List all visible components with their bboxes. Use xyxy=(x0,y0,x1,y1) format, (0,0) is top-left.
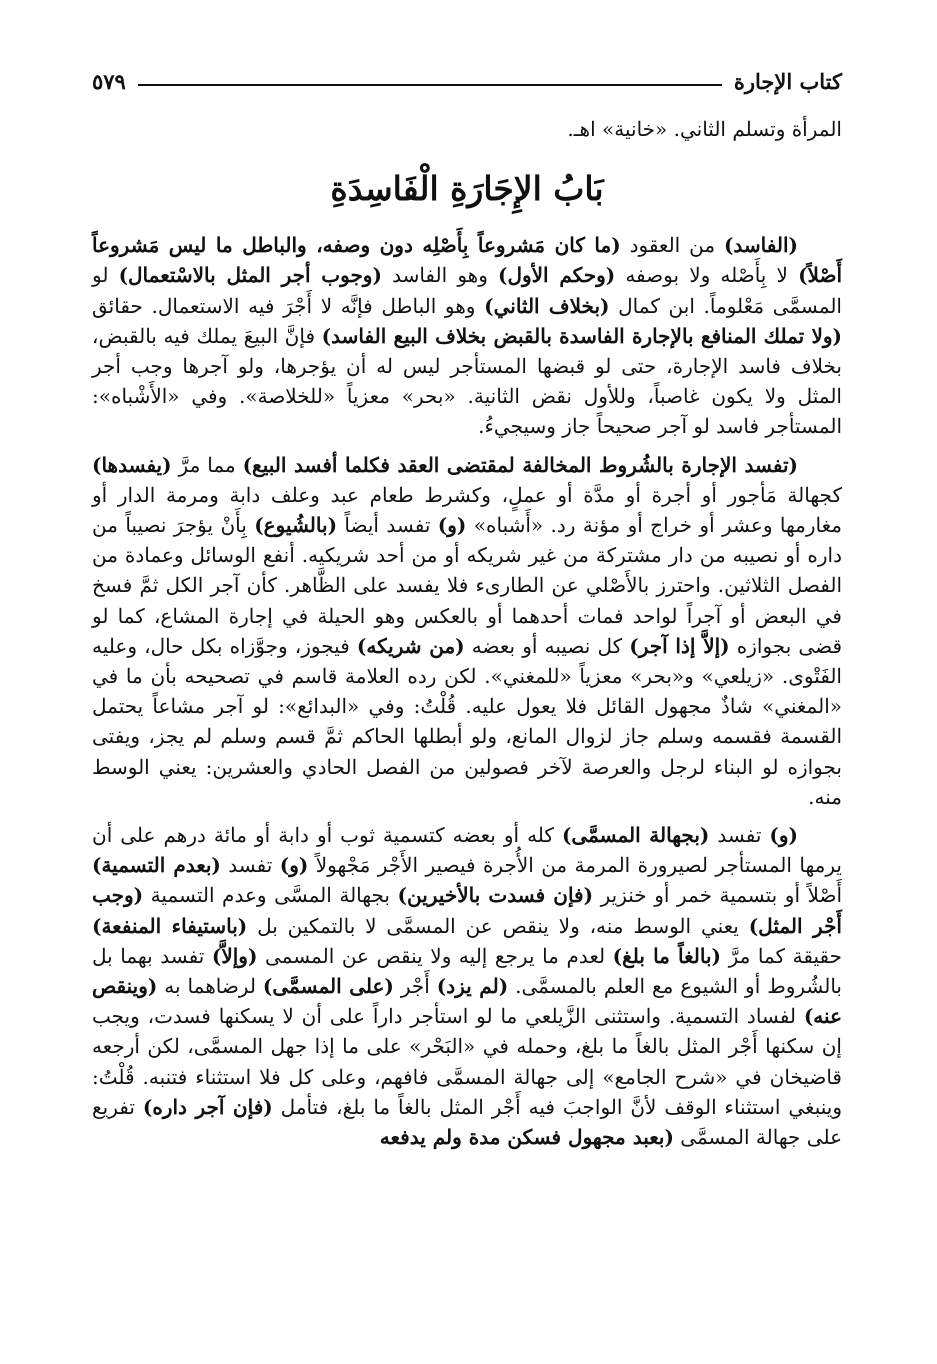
text-run: تفسد أيضاً xyxy=(337,513,438,538)
text-run: يعني الوسط منه، ولا ينقص عن المسمَّى لا بالتمكين بل xyxy=(247,913,749,938)
bold-text-run: (وإلاَّ) xyxy=(211,943,258,968)
paragraph xyxy=(92,450,842,812)
text-run: تفسد بهما بل بالشُروط أو الشيوع مع العلم بالمسمَّى. xyxy=(92,943,843,999)
bold-text-run: (الفاسد) xyxy=(723,233,798,258)
text-run: لو المسمَّى مَعْلوماً. ابن كمال xyxy=(92,263,842,318)
text-run: حقيقة كما مرَّ xyxy=(721,943,842,968)
header-rule xyxy=(138,84,722,86)
bold-text-run: (بالغاً ما بلغ) xyxy=(612,943,722,968)
bold-text-run: (تفسد الإجارة بالشُروط المخالفة لمقتضى العقد فكلما أفسد البيع) xyxy=(242,452,798,477)
page-number: ٥٧٩ xyxy=(92,69,126,94)
bold-text-run: (بعبد مجهول فسكن مدة ولم يدفعه xyxy=(379,1125,674,1150)
bold-text-run: (بجهالة المسمَّى) xyxy=(561,823,710,848)
bold-text-run: (و) xyxy=(769,823,798,848)
running-header xyxy=(92,60,842,94)
bold-text-run: (وجب أَجْر المثل) xyxy=(92,883,842,938)
paragraph xyxy=(92,230,842,441)
text-run: لعدم ما يرجع إليه ولا ينقص عن المسمى xyxy=(257,943,613,968)
text-run: أَصْلاً أو بتسمية خمر أو خنزير xyxy=(593,883,843,908)
bold-text-run: (ما كان مَشروعاً بِأَصْلِه دون وصفه، والباطل ما ليس مَشروعاً أَصْلاً) xyxy=(92,233,842,288)
bold-text-run: (بالشُيوع) xyxy=(254,513,338,538)
bold-text-run: (على المسمَّى) xyxy=(262,974,394,999)
text-run: تفسد xyxy=(220,853,280,878)
book-title: كتاب الإجارة xyxy=(733,69,842,94)
bold-text-run: (ولا تملك المنافع بالإجارة الفاسدة بالقبض بخلاف البيع الفاسد) xyxy=(321,323,843,348)
text-run: أَجْر xyxy=(393,974,437,999)
paragraph xyxy=(92,820,842,1152)
text-run: بجهالة المسَّى وعدم التسمية xyxy=(143,883,398,908)
book-page xyxy=(92,60,842,1152)
bold-text-run: (و) xyxy=(437,513,467,538)
bold-text-run: (بخلاف الثاني) xyxy=(484,293,610,318)
bold-text-run: (و) xyxy=(279,853,309,878)
bold-text-run: (بعدم التسمية) xyxy=(92,853,221,878)
text-run: تفريع على جهالة المسمَّى xyxy=(92,1094,842,1150)
text-run: كجهالة مَأجور أو أجرة أو مدَّة أو عملٍ، وكشرط طعام عبد وعلف دابة ومرمة الدار أو مغارمها وعشر أو خراج أو مؤنة رد. «أَشباه» xyxy=(92,482,843,538)
text-run: وهو الفاسد xyxy=(381,263,498,288)
bold-text-run: (وجوب أجر المثل بالاسْتعمال) xyxy=(118,263,382,288)
bold-text-run: (فإن آجر داره) xyxy=(142,1094,273,1119)
text-run: مما مرَّ xyxy=(171,452,243,477)
bold-text-run: (من شريكه) xyxy=(356,633,465,658)
chapter-title: بَابُ الإِجَارَةِ الْفَاسِدَةِ xyxy=(330,169,604,209)
text-run: لفساد التسمية. واستثنى الزَّيلعي ما لو استأجر داراً على أن لا يسكنها فسدت، ويجب إن سكنها أَجْر المثل بالغاً ما بلغ، وحمله في «البَحْر» على ما إذا جهل المسمَّى، لكن أرجعه قاضيخان في «شرح الجامع» إلى جهالة المسمَّى فافهم، وعلى كل فلا استثناء فتنبه. قُلْتُ: وينبغي استثناء الوقف لأنَّ الواجبَ فيه أَجْر المثل بالغاً ما بلغ، فتأمل xyxy=(92,1004,842,1119)
bold-text-run: (فإن فسدت بالأخيرين) xyxy=(397,883,594,908)
bold-text-run: (وحكم الأول) xyxy=(498,263,616,288)
lead-line: المرأة وتسلم الثاني. «خانية» اهـ. xyxy=(567,117,842,141)
text-run: وهو الباطل فإنَّه لا أَجْرَ فيه الاستعمال. حقائق xyxy=(92,293,485,318)
text-run: تفسد xyxy=(709,823,770,848)
bold-text-run: (يفسدها) xyxy=(92,452,172,477)
bold-text-run: (وينقص عنه) xyxy=(92,974,842,1029)
text-run: فإنَّ البيعَ يملك فيه بالقبض، بخلاف فاسد الإجارة، حتى لو قبضها المستأجر ليس له أن يؤجرها، ولو آجرها وجب أجر المثل ولا يكون غاصباً، وللأول نقض الثانية. «بحر» معزياً «للخلاصة». وفي «الأَشْباه»: المستأجر فاسد لو آجر صحيحاً جاز وسيجيءُ. xyxy=(92,323,842,439)
text-run: كله أو بعضه كتسمية ثوب أو دابة أو مائة درهم على أن يرمها المستأجر لصيرورة المرمة من الأُجرة فيصير الأَجْر مَجْهولاً xyxy=(92,823,842,878)
bold-text-run: (باستيفاء المنفعة) xyxy=(92,913,248,938)
text-run: من العقود xyxy=(620,233,724,258)
bold-text-run: (إلاَّ إذا آجر) xyxy=(629,633,730,658)
text-run: لرضاهما به xyxy=(157,974,263,999)
bold-text-run: (لم يزد) xyxy=(436,974,509,999)
text-run: بِأَنْ يؤجرَ نصيباً من داره أو نصيبه من دار مشتركة من غير شريكه أو من أحد شريكيه. أنفع الوسائل وعمادة من الفصل الثلاثين. واحترز بالأَصْلي عن الطارىء فلا يفسد على الظَّاهر. كأن آجر الكل ثمَّ فسخ في البعض أو آجراً لواحد فمات أحدهما أو بالعكس وهو الحيلة في إجارة المشاع، كما لو قضى بجوازه xyxy=(92,513,843,658)
text-run: فيجوز، وجوَّزاه بكل حال، وعليه الفَتْوى. «زيلعي» و«بحر» معزياً «للمغني». لكن رده العلامة قاسم في تصحيحه بأن ما في «المغني» شاذٌ مجهول القائل فلا يعول عليه. قُلْتُ: وفي «البدائع»: لو آجر مشاعاً يحتمل القسمة فقسمه وسلم جاز لزوال المانع، ولو أبطلها الحاكم ثمَّ قسم وسلم لم يجز، ويفتى بجوازه لو البناء لرجل والعرصة لآخر فصولين من الفصل الحادي والعشرين: يعني الوسط منه. xyxy=(92,633,842,809)
text-run: لا بِأَصْله ولا بوصفه xyxy=(615,263,799,288)
text-run: كل نصيبه أو بعضه xyxy=(464,633,630,658)
